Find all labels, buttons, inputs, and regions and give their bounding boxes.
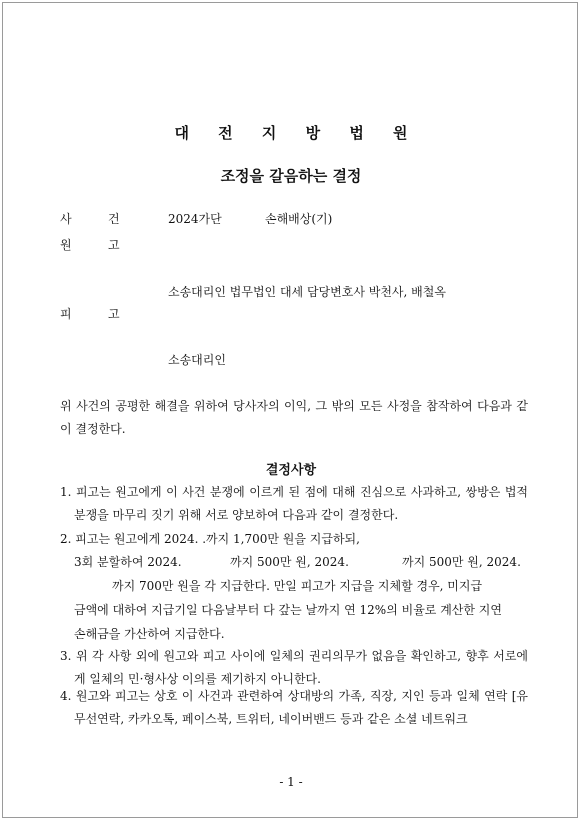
case-label-a: 사 — [60, 212, 72, 226]
decision-item-3: 3. 위 각 사항 외에 원고와 피고 사이에 일체의 권리의무가 없음을 확인하고, 향후 서로에게 일체의 민·형사상 이의를 제기하지 아니한다. — [60, 649, 528, 686]
defendant-counsel: 소송대리인 — [168, 353, 226, 367]
defendant-label-a: 피 — [60, 307, 72, 321]
plaintiff-label-b: 고 — [108, 238, 120, 252]
defendant-label-b: 고 — [108, 307, 120, 321]
page-number: - 1 - — [279, 775, 303, 789]
intro-paragraph: 위 사건의 공평한 해결을 위하여 당사자의 이익, 그 밖의 모든 사정을 참작하여 다음과 같이 결정한다. — [60, 399, 528, 436]
court-name: 대 전 지 방 법 원 — [174, 124, 420, 142]
case-name: 손해배상(기) — [265, 212, 333, 226]
decision-item-1: 1. 피고는 원고에게 이 사건 분쟁에 이르게 된 점에 대해 진심으로 사과하고, 쌍방은 법적 분쟁을 마무리 짓기 위해 서로 양보하여 다음과 같이 결정한다. — [60, 485, 528, 522]
item2-line5: 손해금을 가산하여 지급한다. — [74, 627, 225, 641]
case-label-b: 건 — [108, 212, 120, 226]
item2-line2-b: 까지 500만 원, 2024. — [230, 555, 349, 569]
plaintiff-counsel: 소송대리인 법무법인 대세 담당변호사 박천사, 배철옥 — [168, 285, 446, 299]
item2-line3: 까지 700만 원을 각 지급한다. 만일 피고가 지급을 지체할 경우, 미지급 — [112, 579, 483, 593]
item2-line2-a: 3회 분할하여 2024. — [74, 555, 182, 569]
plaintiff-label-a: 원 — [60, 238, 72, 252]
document-title: 조정을 갈음하는 결정 — [220, 167, 362, 185]
item2-line4: 금액에 대하여 지급기일 다음날부터 다 갚는 날까지 연 12%의 비율로 계산한 지연 — [74, 603, 502, 617]
decision-item-4: 4. 원고와 피고는 상호 이 사건과 관련하여 상대방의 가족, 직장, 지인 등과 일체 연락 [유무선연락, 카카오톡, 페이스북, 트위터, 네이버밴드 등과 같은 소셜 네트워크 — [60, 689, 528, 726]
section-title: 결정사항 — [265, 463, 317, 478]
item2-line1: 2. 피고는 원고에게 2024. .까지 1,700만 원을 지급하되, — [60, 532, 360, 546]
item2-line2-c: 까지 500만 원, 2024. — [402, 555, 521, 569]
case-number: 2024가단 — [168, 212, 222, 226]
